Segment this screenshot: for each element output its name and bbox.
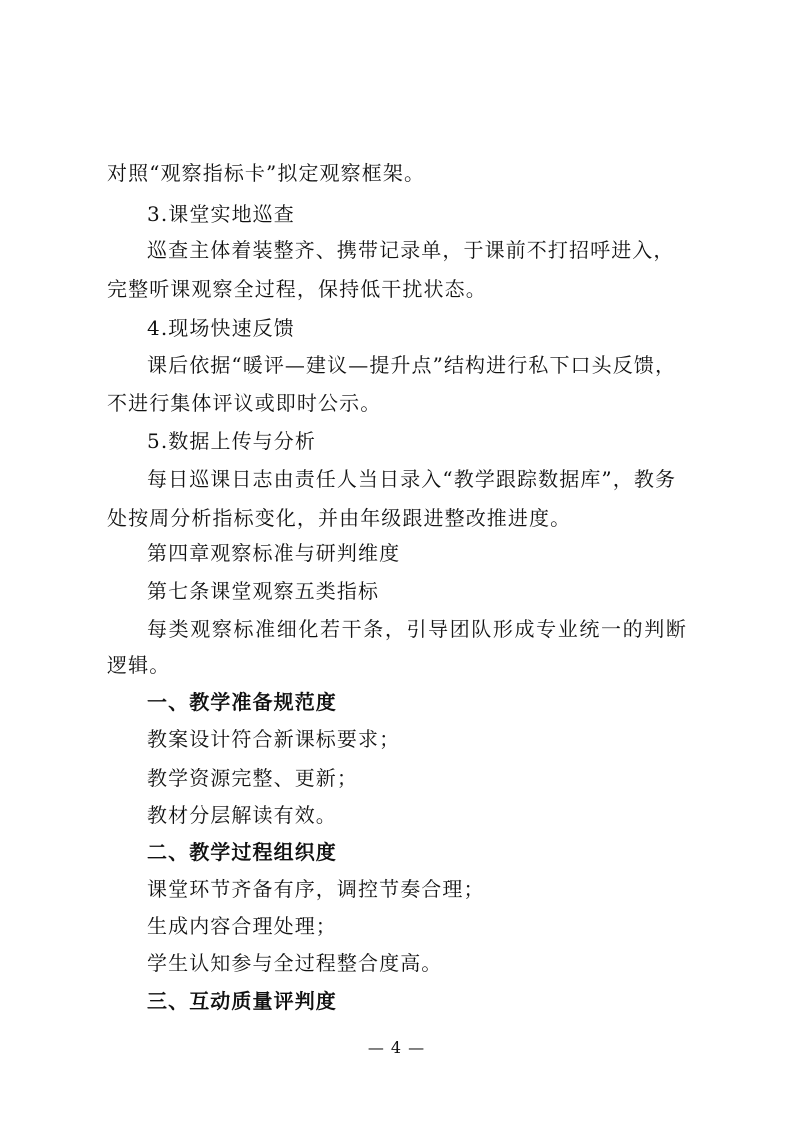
article-heading: 第七条课堂观察五类指标 <box>147 579 380 603</box>
paragraph-line: 每日巡课日志由责任人当日录入“教学跟踪数据库”，教务 <box>147 467 677 491</box>
section-heading: 5.数据上传与分析 <box>147 429 316 453</box>
paragraph-line: 巡查主体着装整齐、携带记录单，于课前不打招呼进入， <box>147 238 675 262</box>
category-heading: 一、教学准备规范度 <box>147 690 337 714</box>
paragraph-line: 处按周分析指标变化，并由年级跟进整改推进度。 <box>107 506 572 530</box>
section-heading: 3.课堂实地巡查 <box>147 202 295 226</box>
section-heading: 4.现场快速反馈 <box>147 316 295 340</box>
list-item: 教案设计符合新课标要求； <box>147 727 401 751</box>
list-item: 教材分层解读有效。 <box>147 803 337 827</box>
list-item: 学生认知参与全过程整合度高。 <box>147 951 443 975</box>
list-item: 教学资源完整、更新； <box>147 766 358 790</box>
text-line: 对照“观察指标卡”拟定观察框架。 <box>107 161 426 185</box>
paragraph-line: 完整听课观察全过程，保持低干扰状态。 <box>107 277 487 301</box>
list-item: 课堂环节齐备有序，调控节奏合理； <box>147 877 485 901</box>
paragraph-line: 逻辑。 <box>107 653 171 677</box>
category-heading: 二、教学过程组织度 <box>147 840 337 864</box>
list-item: 生成内容合理处理； <box>147 914 337 938</box>
paragraph-line: 不进行集体评议或即时公示。 <box>107 391 382 415</box>
page-number: — 4 — <box>367 1038 426 1057</box>
category-heading: 三、互动质量评判度 <box>147 989 337 1013</box>
paragraph-line: 每类观察标准细化若干条，引导团队形成专业统一的判断 <box>147 617 687 641</box>
chapter-heading: 第四章观察标准与研判维度 <box>147 541 401 565</box>
paragraph-line: 课后依据“暖评—建议—提升点”结构进行私下口头反馈， <box>147 353 677 377</box>
